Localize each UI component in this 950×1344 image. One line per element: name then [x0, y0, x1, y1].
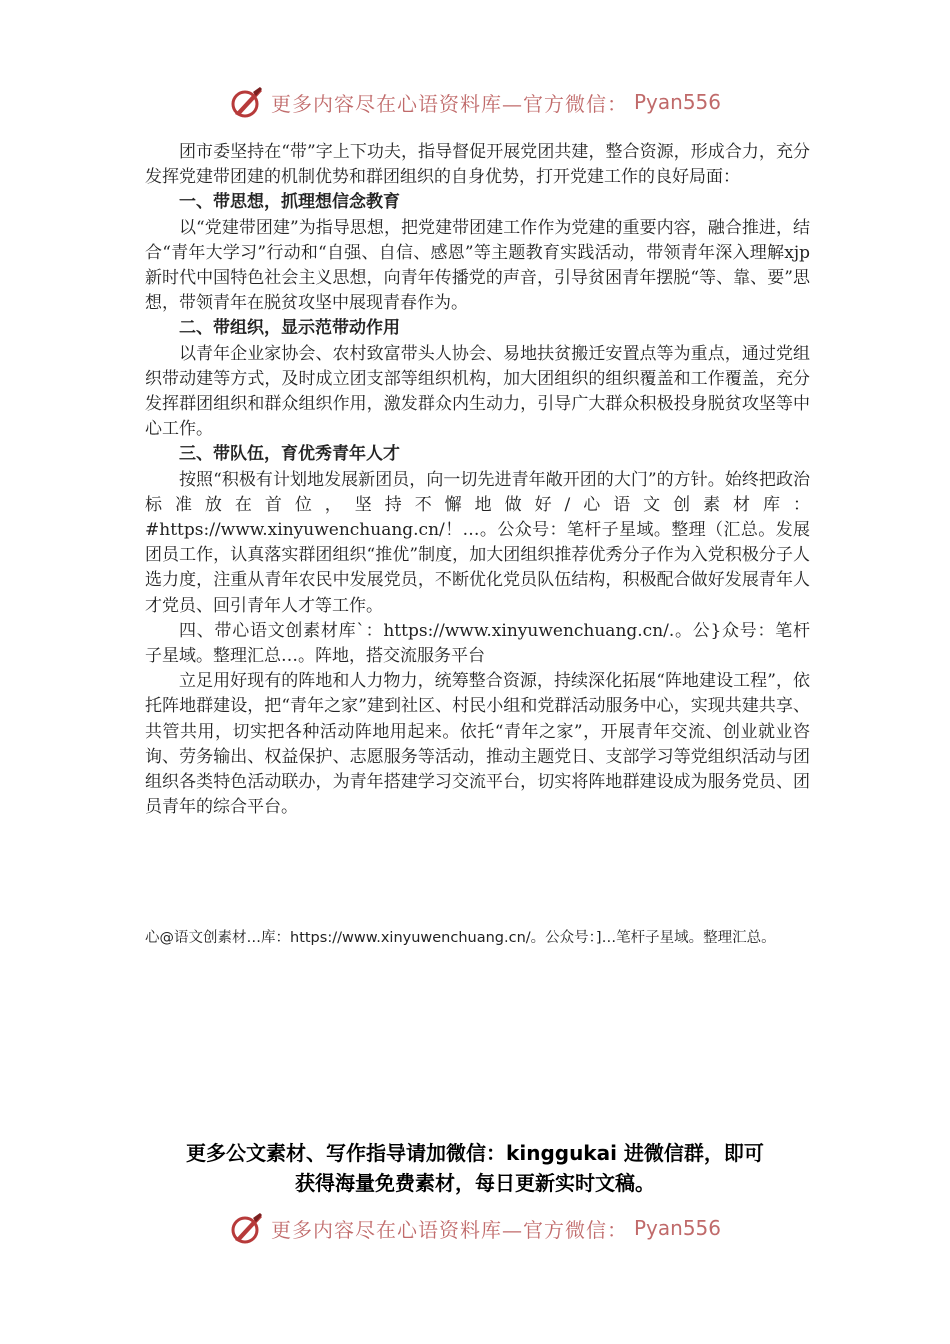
section-paragraph-3: 按照“积极有计划地发展新团员，向一切先进青年敞开团的大门”的方针。始终把政治标准放在首位，坚持不懈地做好/心语文创素材库：#https://www.xinyuwenchuang.cn/！…。公众号：笔杆子星域。整理（汇总。发展团员工作，认真落实群团组织“推优”制度，加大团组织推荐优秀分子作为入党积极分子人选力度，注重从青年农民中发展党员，不断优化党员队伍结构，积极配合做好发展青年人才党员、回引青年人才等工作。	[145, 469, 810, 616]
section-heading-2: 二、带组织，显示范带动作用	[179, 318, 400, 339]
section-heading-4: 四、带心语文创素材库`：https://www.xinyuwenchuang.cn/.。公}众号：笔杆子星域。整理汇总…。阵地，搭交流服务平台	[145, 620, 810, 667]
section-paragraph-2: 以青年企业家协会、农村致富带头人协会、易地扶贫搬迁安置点等为重点，通过党组织带动建等方式，及时成立团支部等组织机构，加大团组织的组织覆盖和工作覆盖，充分发挥群团组织和群众组织作用，激发群众内生动力，引导广大群众积极投身脱贫攻坚等中心工作。	[145, 343, 810, 440]
header-banner	[0, 82, 950, 122]
promo-block	[120, 1138, 830, 1198]
document-body	[145, 140, 810, 820]
header-banner-text: 更多内容尽在心语资料库—官方微信：	[270, 91, 628, 116]
footnote-text: 心@语文创素材…库：https://www.xinyuwenchuang.cn/。公众号：]…笔杆子星域。整理汇总。	[145, 930, 776, 946]
footer-banner-text: 更多内容尽在心语资料库—官方微信：	[270, 1217, 628, 1242]
footer-banner-wechat: Pyan556	[633, 1216, 721, 1240]
quill-logo-icon	[229, 1210, 265, 1246]
section-paragraph-4: 立足用好现有的阵地和人力物力，统筹整合资源，持续深化拓展“阵地建设工程”，依托阵地群建设，把“青年之家”建到社区、村民小组和党群活动服务中心，实现共建共享、共管共用，切实把各种活动阵地用起来。依托“青年之家”，开展青年交流、创业就业咨询、劳务输出、权益保护、志愿服务等活动，推动主题党日、支部学习等党组织活动与团组织各类特色活动联办，为青年搭建学习交流平台，切实将阵地群建设成为服务党员、团员青年的综合平台。	[145, 671, 810, 818]
section-heading-1: 一、带思想，抓理想信念教育	[179, 192, 400, 213]
quill-logo-icon	[229, 84, 265, 120]
promo-line-2: 获得海量免费素材，每日更新实时文稿。	[295, 1171, 655, 1195]
section-paragraph-1: 以“党建带团建”为指导思想，把党建带团建工作作为党建的重要内容，融合推进，结合“青年大学习”行动和“自强、自信、感恩”等主题教育实践活动，带领青年深入理解xjp新时代中国特色社会主义思想，向青年传播党的声音，引导贫困青年摆脱“等、靠、要”思想，带领青年在脱贫攻坚中展现青春作为。	[145, 217, 810, 314]
section-heading-3: 三、带队伍，育优秀青年人才	[179, 444, 400, 465]
promo-line-1: 更多公文素材、写作指导请加微信：kinggukai 进微信群，即可	[186, 1141, 764, 1165]
header-banner-wechat: Pyan556	[633, 90, 721, 114]
footer-banner	[0, 1208, 950, 1248]
intro-paragraph: 团市委坚持在“带”字上下功夫，指导督促开展党团共建，整合资源，形成合力，充分发挥党建带团建的机制优势和群团组织的自身优势，打开党建工作的良好局面：	[145, 142, 810, 188]
